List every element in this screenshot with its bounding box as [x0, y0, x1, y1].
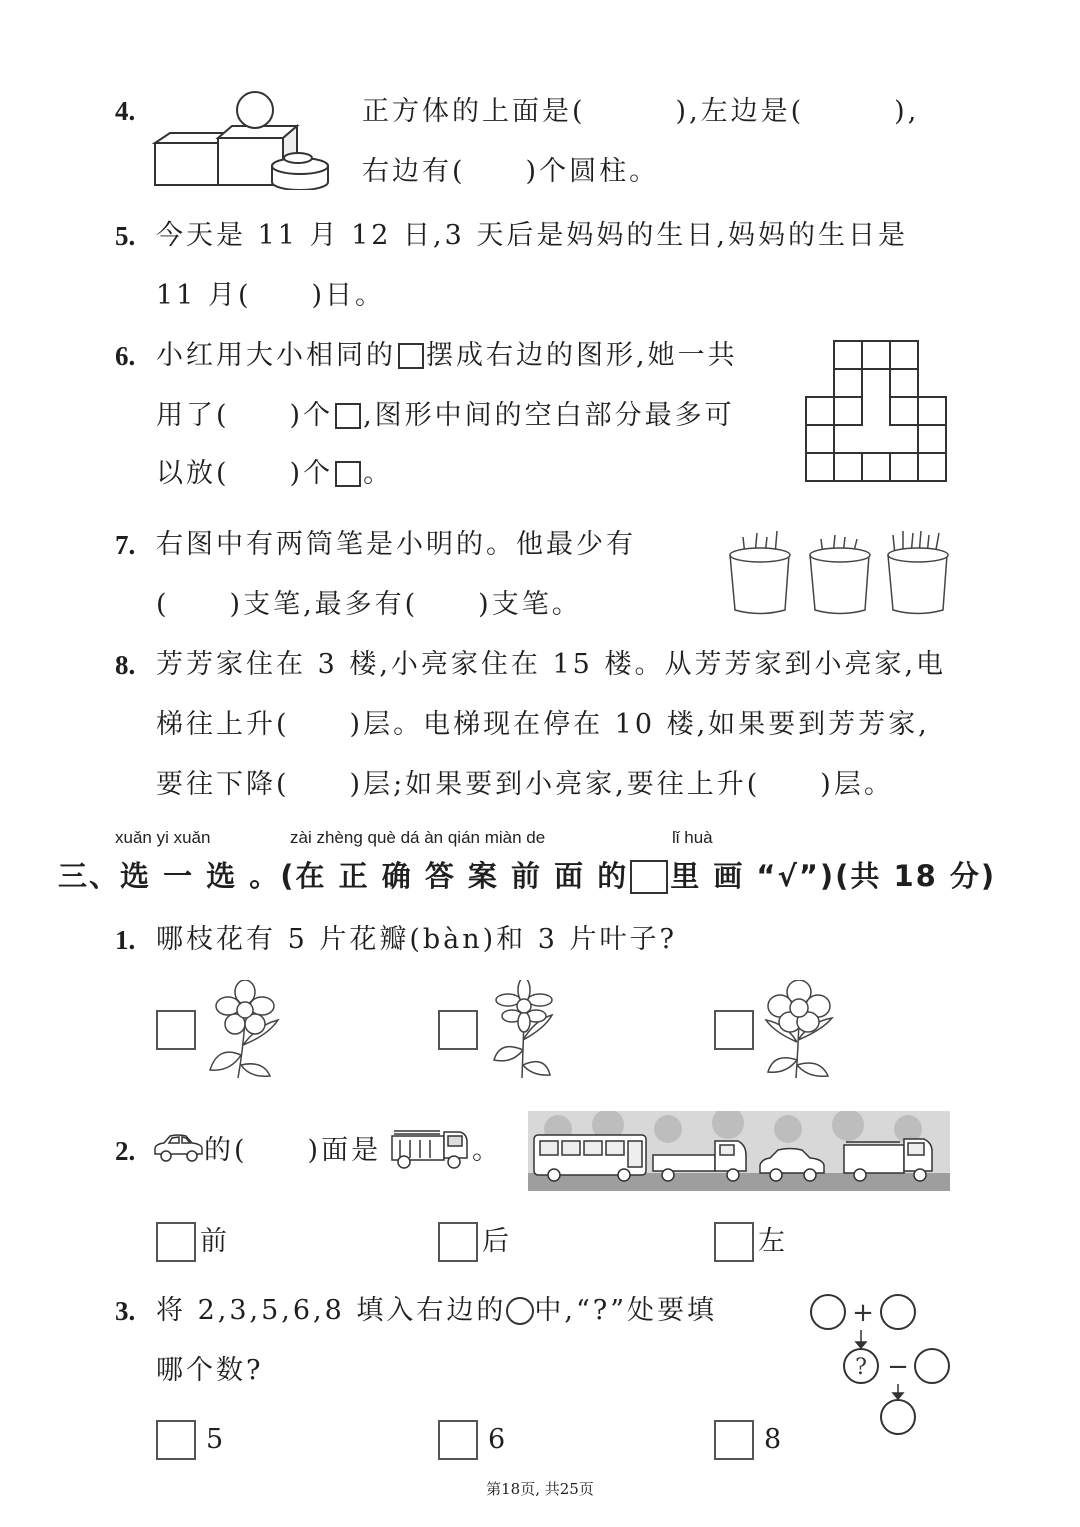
q6-number: 6. — [115, 341, 136, 371]
q7-number: 7. — [115, 530, 136, 560]
s3-line1 — [156, 1294, 717, 1328]
q6-line1-b: 摆成右边的图形,她一共 — [426, 340, 738, 371]
section3-title-b: 里 画 “√”)(共 18 分) — [670, 859, 997, 893]
s3-option-2-label: 6 — [488, 1424, 506, 1455]
s1-option-2-checkbox[interactable] — [438, 1010, 478, 1050]
section3-title — [58, 854, 996, 895]
s1-option-1-checkbox[interactable] — [156, 1010, 196, 1050]
s2-option-1-label: 前 — [200, 1226, 227, 1257]
q5-line1: 今天是 11 月 12 日,3 天后是妈妈的生日,妈妈的生日是 — [156, 220, 908, 251]
q6-line2-b: ,图形中间的空白部分最多可 — [363, 400, 735, 431]
section3-pinyin-3: lǐ huà — [672, 828, 713, 847]
q6-line1-a: 小红用大小相同的 — [156, 340, 396, 371]
s2-text-b: 。 — [472, 1135, 502, 1166]
q5-line2: 11 月( )日。 — [156, 280, 386, 311]
flower-icon — [208, 980, 283, 1080]
q7-line2: ( )支笔,最多有( )支笔。 — [156, 589, 582, 620]
q8-number: 8. — [115, 650, 136, 680]
square-icon — [398, 343, 424, 369]
s2-option-3-checkbox[interactable] — [714, 1222, 754, 1262]
q6-line3-b: 。 — [363, 458, 394, 489]
s3-option-1-label: 5 — [206, 1424, 224, 1455]
plus-sign: + — [852, 1298, 874, 1328]
section3-pinyin-1: xuǎn yi xuǎn — [115, 828, 211, 847]
pencil-cups-figure — [725, 525, 953, 620]
s1-option-3-checkbox[interactable] — [714, 1010, 754, 1050]
q5-number: 5. — [115, 221, 136, 251]
number-circle-diagram — [806, 1290, 956, 1440]
square-icon — [335, 403, 361, 429]
q4-line1: 正方体的上面是( ),左边是( ), — [362, 96, 920, 127]
s3-option-1-checkbox[interactable] — [156, 1420, 196, 1460]
s2-option-2-label: 后 — [482, 1226, 509, 1257]
q6-line2 — [156, 399, 735, 433]
section3-title-a: 三、选 一 选 。(在 正 确 答 案 前 面 的 — [58, 859, 629, 893]
s1-question: 哪枝花有 5 片花瓣(bàn)和 3 片叶子? — [156, 924, 677, 955]
square-icon — [335, 461, 361, 487]
section3-pinyin-2: zài zhèng què dá àn qián miàn de — [290, 828, 546, 847]
s3-option-3-label: 8 — [764, 1424, 782, 1455]
q6-line3-a: 以放( )个 — [156, 458, 334, 489]
flower-icon — [490, 980, 558, 1080]
page-footer: 第18页, 共25页 — [486, 1480, 594, 1498]
q8-line3: 要往下降( )层;如果要到小亮家,要往上升( )层。 — [156, 769, 894, 800]
s2-option-2-checkbox[interactable] — [438, 1222, 478, 1262]
q6-line1 — [156, 339, 738, 373]
q6-line3 — [156, 457, 393, 491]
car-icon — [152, 1132, 204, 1164]
question-mark-label: ? — [855, 1355, 867, 1380]
s3-line2: 哪个数? — [156, 1355, 264, 1386]
s3-option-2-checkbox[interactable] — [438, 1420, 478, 1460]
s3-line1-a: 将 2,3,5,6,8 填入右边的 — [156, 1295, 507, 1326]
s2-number: 2. — [115, 1136, 136, 1166]
answer-box-icon — [630, 860, 668, 894]
q8-line2: 梯往上升( )层。电梯现在停在 10 楼,如果要到芳芳家, — [156, 709, 930, 740]
circle-icon — [506, 1297, 534, 1325]
minus-sign: − — [887, 1352, 909, 1382]
q4-line2: 右边有( )个圆柱。 — [362, 156, 660, 187]
s2-text-a: 的( )面是 — [204, 1135, 382, 1166]
traffic-scene-figure — [528, 1111, 950, 1191]
s2-option-3-label: 左 — [758, 1226, 785, 1257]
s3-option-3-checkbox[interactable] — [714, 1420, 754, 1460]
s3-line1-b: 中,“?”处要填 — [534, 1295, 718, 1326]
fire-truck-icon — [390, 1128, 470, 1170]
q6-line2-a: 用了( )个 — [156, 400, 334, 431]
q6-square-figure — [805, 340, 951, 485]
q8-line1: 芳芳家住在 3 楼,小亮家住在 15 楼。从芳芳家到小亮家,电 — [156, 649, 947, 680]
flower-icon — [762, 980, 837, 1080]
q4-solids-figure — [150, 88, 335, 190]
s2-option-1-checkbox[interactable] — [156, 1222, 196, 1262]
q4-number: 4. — [115, 96, 136, 126]
s1-number: 1. — [115, 925, 136, 955]
s3-number: 3. — [115, 1296, 136, 1326]
q7-line1: 右图中有两筒笔是小明的。他最少有 — [156, 529, 636, 560]
